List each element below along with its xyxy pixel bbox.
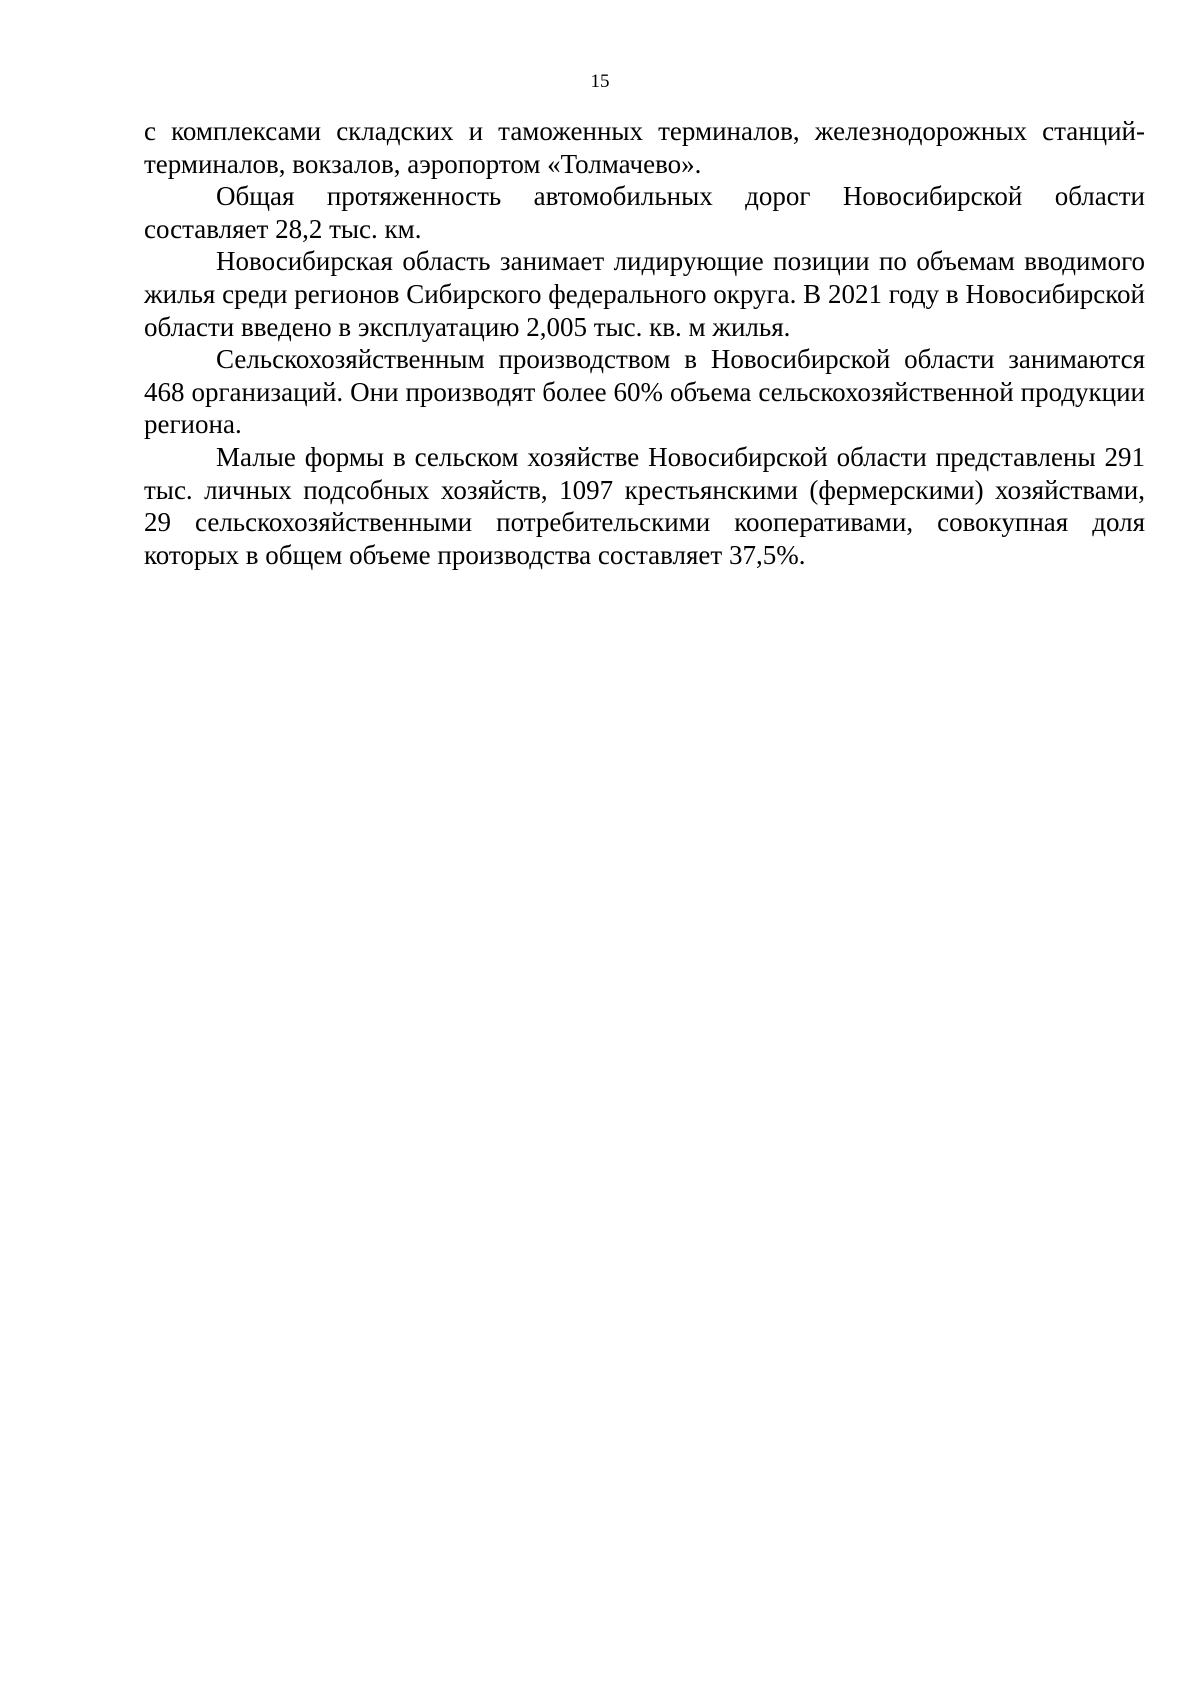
paragraph-agriculture: Сельскохозяйственным производством в Новосибирской области занимаются 468 организаций. Они производят более 60% объема сельскохозяйственной продукции региона.: [144, 344, 1145, 440]
paragraph-roads: Общая протяженность автомобильных дорог Новосибирской области составляет 28,2 тыс. км.: [144, 181, 1145, 244]
paragraph-continuation: с комплексами складских и таможенных терминалов, железнодорожных станций-терминалов, вокзалов, аэропортом «Толмачево».: [144, 116, 1145, 179]
paragraph-housing: Новосибирская область занимает лидирующие позиции по объемам вводимого жилья среди регионов Сибирского федерального округа. В 2021 году в Новосибирской области введено в эксплуатацию 2,005 тыс. кв. м жилья.: [144, 246, 1145, 342]
document-body: [144, 115, 1145, 571]
page-number: 15: [590, 71, 610, 92]
paragraph-small-farms: Малые формы в сельском хозяйстве Новосибирской области представлены 291 тыс. личных подсобных хозяйств, 1097 крестьянскими (фермерскими) хозяйствами, 29 сельскохозяйственными потребительскими кооперативами, совокупная доля которых в общем объеме производства составляет 37,5%.: [144, 441, 1145, 570]
